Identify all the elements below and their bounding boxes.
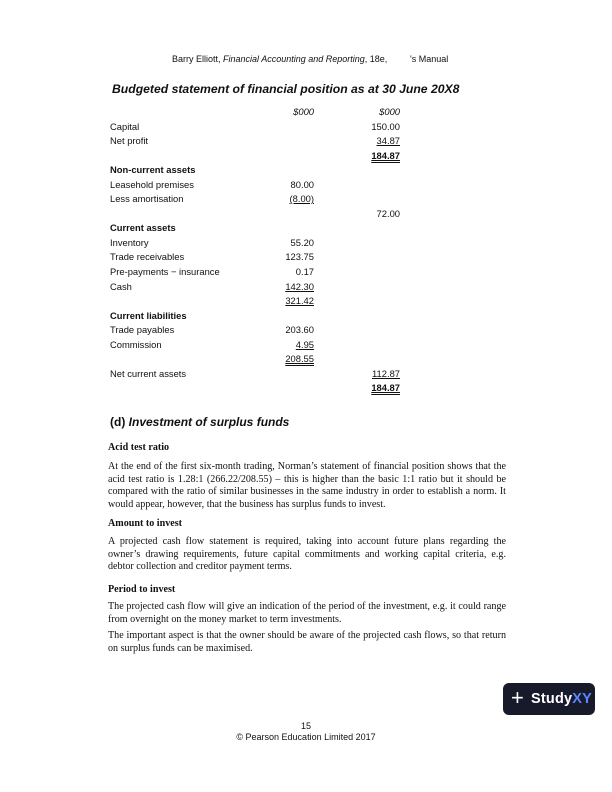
col1-header: $000 [293,106,314,117]
section-heading: Non-current assets [110,164,196,176]
table-row [110,294,410,309]
table-row [110,149,410,164]
row-value: 55.20 [290,236,314,248]
table-row [110,207,410,222]
amount-paragraph: A projected cash flow statement is required, taking into account future plans regarding the owner’s drawing requirements, future capital commitments and working capital criteria, e.g. debtor collection and creditor payment terms. [108,536,506,573]
row-total: 184.87 [371,382,400,394]
financial-position-table [110,105,410,396]
row-label: Capital [110,120,140,132]
row-label: Net profit [110,135,149,147]
row-subtotal: 321.42 [285,295,314,307]
copyright: © Pearson Education Limited 2017 [236,732,376,742]
table-row [110,381,410,396]
row-value: 123.75 [285,251,314,263]
table-row [110,265,410,280]
page-number: 15 [300,721,311,731]
row-value: 112.87 [372,367,400,379]
section-d-title: Investment of surplus funds [128,415,290,429]
table-row [110,309,410,324]
row-label: Commission [110,338,162,350]
period-heading: Period to invest [108,584,176,595]
table-row [110,338,410,353]
table-row [110,323,410,338]
acid-test-heading: Acid test ratio [108,442,170,453]
table-row [110,280,410,295]
table-row [110,163,410,178]
row-label: Cash [110,280,132,292]
row-value: 80.00 [290,178,314,190]
table-row [110,120,410,135]
header-book-title: Financial Accounting and Reporting [223,54,365,64]
col2-header: $000 [379,106,400,117]
table-row [110,352,410,367]
table-row [110,134,410,149]
row-subtotal: 208.55 [285,353,314,365]
section-d-heading: (d) Investment of surplus funds [110,415,290,429]
period-paragraph-1: The projected cash flow will give an indication of the period of the investment, e.g. it could range from overnight on the money market to term investments. [108,601,506,625]
row-label: Leasehold premises [110,178,194,190]
table-row [110,250,410,265]
row-value: 0.17 [295,266,314,278]
header-text: Barry Elliott, Financial Accounting and Reporting, 18e, [172,54,388,64]
statement-title: Budgeted statement of financial position as at 30 June 20X8 [112,82,460,96]
table-row [110,192,410,207]
row-value: 34.87 [376,135,400,147]
row-total: 184.87 [371,149,400,161]
row-label: Trade receivables [110,251,185,263]
header-manual: 's Manual [410,54,449,64]
row-value: 72.00 [376,207,400,219]
row-value: 203.60 [285,324,314,336]
section-heading: Current liabilities [110,309,187,321]
row-label: Pre-payments − insurance [110,266,220,278]
table-row [110,236,410,251]
period-paragraph-2: The important aspect is that the owner should be aware of the projected cash flows, so that return on surplus funds can be maximised. [108,630,506,654]
section-heading: Current assets [110,222,176,234]
row-value: 142.30 [285,280,314,292]
row-label: Trade payables [110,324,175,336]
row-value: 4.95 [295,338,314,350]
acid-test-paragraph: At the end of the first six-month trading, Norman’s statement of financial position shows that the acid test ratio is 1.28:1 (266.22/208.55) – this is higher than the basic 1:1 ratio but it should be compared with the ratio of similar businesses in the same industry in order to establish a norm. It would appear, however, that the business has surplus funds to invest. [108,461,506,510]
table-row [110,178,410,193]
studyxy-logo[interactable] [503,683,595,715]
table-row [110,367,410,382]
row-value: (8.00) [289,193,314,205]
plus-icon: + [511,685,524,710]
row-label: Inventory [110,236,149,248]
row-label: Net current assets [110,367,187,379]
table-row [110,221,410,236]
row-label: Less amortisation [110,193,184,205]
row-value: 150.00 [371,120,400,132]
table-header-row [110,105,410,120]
amount-heading: Amount to invest [108,518,183,529]
brand-name: StudyXY [531,691,593,707]
